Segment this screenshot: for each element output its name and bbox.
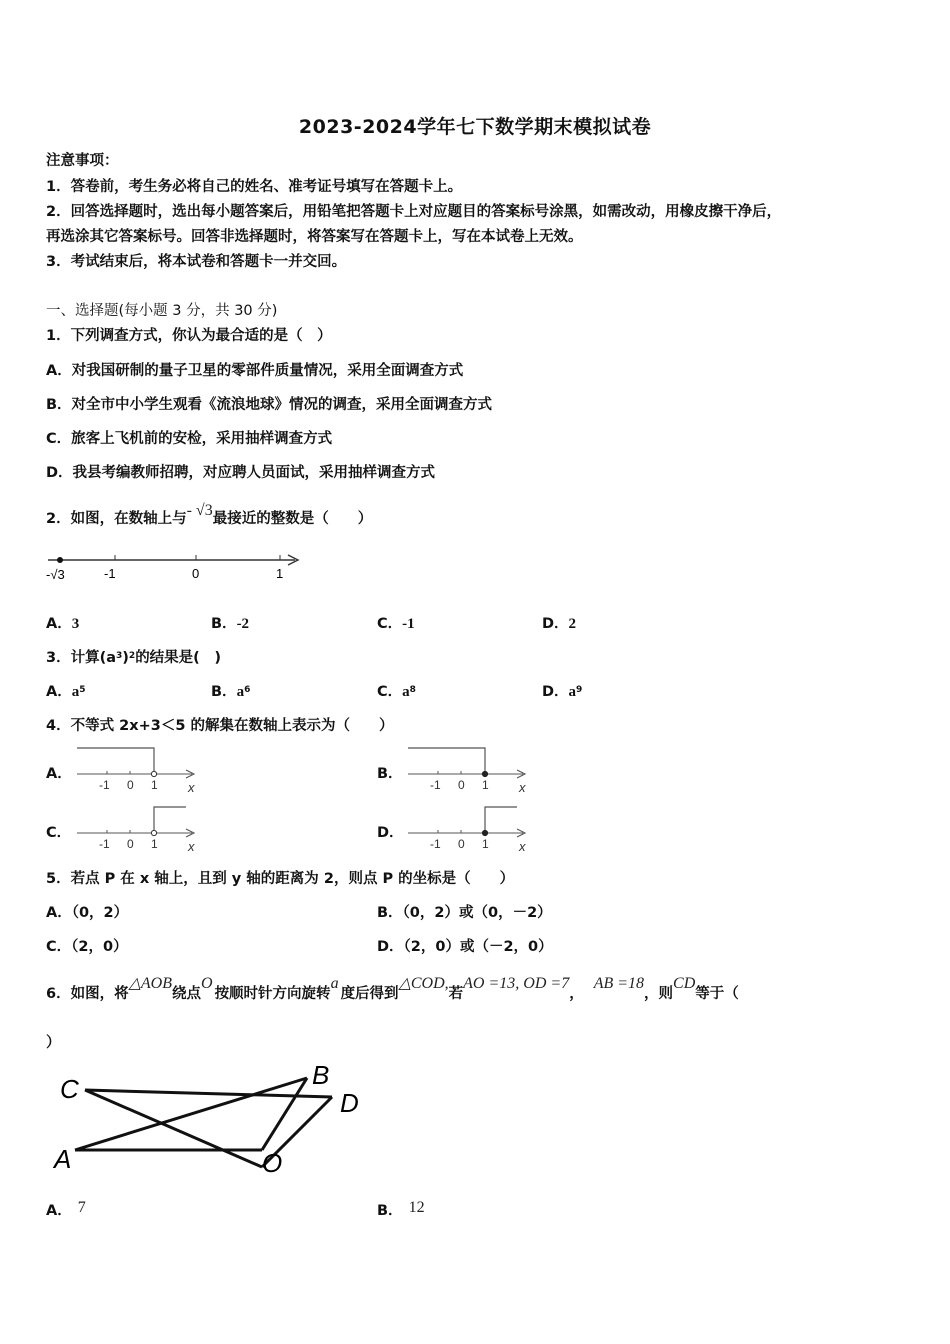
axis-label: -√3 <box>46 567 65 582</box>
figure-label: O <box>262 1148 283 1178</box>
svg-text:0: 0 <box>127 837 134 851</box>
figure-label: A <box>54 1144 72 1174</box>
q1-option-c: C．旅客上飞机前的安检，采用抽样调查方式 <box>46 431 333 447</box>
q6-stem-line2: ） <box>46 1035 61 1051</box>
q1-stem: 1．下列调查方式，你认为最合适的是（ ） <box>46 328 332 344</box>
q5-stem: 5．若点 P 在 x 轴上，且到 y 轴的距离为 2，则点 P 的坐标是（ ） <box>46 871 515 887</box>
svg-text:x: x <box>188 839 195 854</box>
svg-text:1: 1 <box>482 778 489 792</box>
q5-option-b: B．（0，2）或（0，－2） <box>377 905 552 921</box>
notice-heading: 注意事项： <box>46 153 119 169</box>
notice-item: 1．答卷前，考生务必将自己的姓名、准考证号填写在答题卡上。 <box>46 179 463 195</box>
svg-text:x: x <box>188 780 195 795</box>
q6-figure <box>50 1060 380 1180</box>
svg-text:0: 0 <box>458 778 465 792</box>
svg-text:x: x <box>519 780 526 795</box>
q4-option-a-label: A． <box>46 766 72 782</box>
q4-stem: 4．不等式 2x+3＜5 的解集在数轴上表示为（ ） <box>46 718 394 734</box>
q6-stem: 6．如图，将△AOB绕点O按顺时针方向旋转a度后得到△COD,若AO =13, OD =7，AB =18，则CD等于（ <box>46 975 739 1002</box>
q5-option-a: A．（0，2） <box>46 905 129 921</box>
svg-text:0: 0 <box>458 837 465 851</box>
svg-text:0: 0 <box>127 778 134 792</box>
svg-text:1: 1 <box>151 837 158 851</box>
q4-option-b-label: B． <box>377 766 403 782</box>
svg-text:x: x <box>519 839 526 854</box>
q1-option-d: D．我县考编教师招聘，对应聘人员面试，采用抽样调查方式 <box>46 465 436 481</box>
section-heading: 一、选择题(每小题 3 分，共 30 分) <box>46 303 278 319</box>
q3-option-c: C．$a^8$ <box>377 684 416 700</box>
q2-option-b: B．-2 <box>211 616 250 632</box>
q2-option-d: D．2 <box>542 616 577 632</box>
axis-label: 0 <box>192 566 200 581</box>
axis-label: -1 <box>104 566 116 581</box>
q4-option-d-label: D． <box>377 825 404 841</box>
notice-item: 2．回答选择题时，选出每小题答案后，用铅笔把答题卡上对应题目的答案标号涂黑，如需改动，用橡皮擦干净后， <box>46 204 782 220</box>
q2-option-c: C．-1 <box>377 616 415 632</box>
q2-option-a: A．3 <box>46 616 80 632</box>
q2-stem-math: - √3 <box>186 502 213 519</box>
q6-option-b: B． 12 <box>377 1199 425 1219</box>
q4-option-c-figure <box>72 803 207 855</box>
svg-text:-1: -1 <box>99 778 110 792</box>
figure-label: D <box>340 1088 359 1118</box>
figure-label: C <box>60 1074 79 1104</box>
q2-point-dot <box>57 557 63 563</box>
axis-label: 1 <box>276 566 284 581</box>
svg-text:-1: -1 <box>99 837 110 851</box>
q2-number-line <box>40 548 310 588</box>
q2-stem-before: 2．如图，在数轴上与 <box>46 511 187 527</box>
q6-option-a: A． 7 <box>46 1199 86 1219</box>
notice-item: 再选涂其它答案标号。回答非选择题时，将答案写在答题卡上，写在本试卷上无效。 <box>46 229 583 245</box>
q2-stem <box>46 502 373 529</box>
svg-text:-1: -1 <box>430 837 441 851</box>
q3-option-a: A．$a^5$ <box>46 684 86 700</box>
q4-option-b-figure <box>403 744 538 796</box>
q3-option-b: B．$a^6$ <box>211 684 251 700</box>
figure-label: B <box>312 1060 330 1090</box>
q4-option-d-figure <box>403 803 538 855</box>
svg-text:1: 1 <box>482 837 489 851</box>
q3-option-d: D．$a^9$ <box>542 684 583 700</box>
q4-option-a-figure <box>72 744 207 796</box>
q1-option-b: B．对全市中小学生观看《流浪地球》情况的调查，采用全面调查方式 <box>46 397 493 413</box>
svg-text:-1: -1 <box>430 778 441 792</box>
q4-option-c-label: C． <box>46 825 72 841</box>
q5-option-c: C．（2，0） <box>46 939 128 955</box>
q1-option-a: A．对我国研制的量子卫星的零部件质量情况，采用全面调查方式 <box>46 363 464 379</box>
notice-item: 3．考试结束后，将本试卷和答题卡一并交回。 <box>46 254 347 270</box>
q5-option-d: D．（2，0）或（－2，0） <box>377 939 553 955</box>
page-title: 2023-2024学年七下数学期末模拟试卷 <box>298 116 652 138</box>
q2-stem-after: 最接近的整数是（ ） <box>212 511 373 527</box>
q3-stem: 3．计算$(a^3)^2$的结果是( ) <box>46 650 221 666</box>
svg-text:1: 1 <box>151 778 158 792</box>
